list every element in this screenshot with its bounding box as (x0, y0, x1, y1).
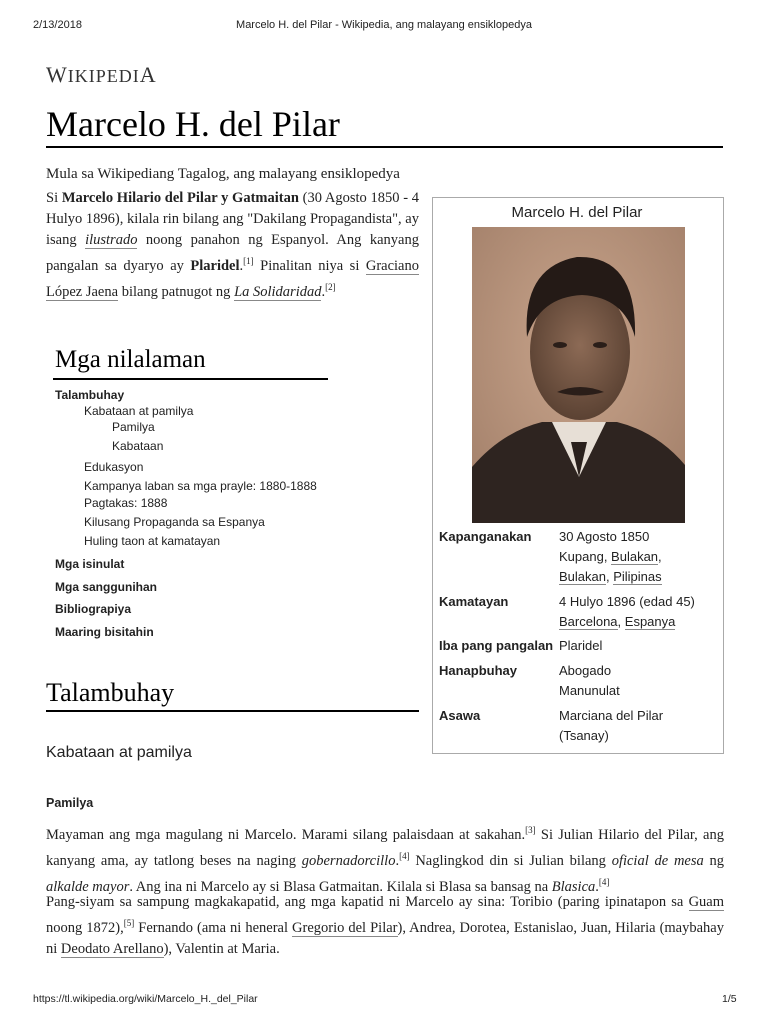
solidaridad-link[interactable]: La Solidaridad (234, 283, 322, 300)
ilustrado-link[interactable]: ilustrado (85, 232, 138, 248)
toc-item[interactable]: Kilusang Propaganda sa Espanya (84, 515, 265, 529)
toc-item[interactable]: Kabataan at pamilya (84, 404, 194, 418)
subsubsection-title: Pamilya (46, 796, 94, 810)
print-page-title: Marcelo H. del Pilar - Wikipedia, ang malayang ensiklopedya (236, 19, 532, 31)
ref-4[interactable]: [4] (399, 850, 410, 861)
espanya-link[interactable]: Espanya (624, 614, 676, 629)
toc-item[interactable]: Pagtakas: 1888 (84, 496, 168, 510)
intro-paragraph: Si Marcelo Hilario del Pilar y Gatmaitan (30 Agosto 1850 - 4 Hulyo 1896), kilala rin bilang ang "Dakilang Propagandista", ay isang ilustrado noong panahon ng Espanyol. Ang kanyang pangalan sa dyaryo ay Plaridel.[1] Pinalitan niya si Graciano López Jaena bilang patnugot ng La Solidaridad.[2] (46, 190, 419, 300)
paragraph-siblings: Pang-siyam sa sampung magkakapatid, ang mga kapatid ni Marcelo ay sina: Toribio (paring ipinatapon sa Guam noong 1872),[5] Fernando (ama ni heneral Gregorio del Pilar), Andrea, Dorotea, Estanislao, Juan, Hilaria (maybahay ni Deodato Arellano), Valentin at Maria. (46, 894, 724, 957)
section-title: Talambuhay (46, 678, 175, 707)
toc-item[interactable]: Kampanya laban sa mga prayle: 1880-1888 (84, 479, 317, 493)
toc-title: Mga nilalaman (55, 346, 206, 373)
infobox-value-other-names: Plaridel (559, 638, 603, 653)
subsection-title: Kabataan at pamilya (46, 744, 192, 761)
pilipinas-link[interactable]: Pilipinas (613, 569, 662, 584)
toc-item[interactable]: Mga isinulat (55, 557, 125, 571)
paragraph-family: Mayaman ang mga magulang ni Marcelo. Marami silang palaisdaan at sakahan.[3] Si Julian Hilario del Pilar, ang kanyang ama, ay tatlong beses na naging gobernadorcillo.[4] Naglingkod din si Julian bilang oficial de mesa ng alkalde mayor. Ang ina ni Marcelo ay si Blasa Gatmaitan. Kilala si Blasa sa bansag na Blasica.[4] (46, 825, 725, 895)
graciano-link[interactable]: Graciano López Jaena (46, 257, 419, 300)
toc-item[interactable]: Huling taon at kamatayan (84, 534, 221, 548)
toc-item[interactable]: Pamilya (112, 420, 155, 434)
infobox-value-death: 4 Hulyo 1896 (edad 45) Barcelona, Espanya (559, 594, 695, 629)
bulakan-province-link[interactable]: Bulakan (559, 569, 606, 584)
wikipedia-logo[interactable]: WIKIPEDIA (46, 62, 157, 87)
subject-name: Marcelo Hilario del Pilar y Gatmaitan (61, 190, 299, 206)
toc-item[interactable]: Kabataan (112, 439, 164, 453)
ref-4b[interactable]: [4] (598, 876, 610, 887)
infobox-value-spouse: Marciana del Pilar (Tsanay) (559, 708, 664, 743)
ref-2[interactable]: [2] (325, 281, 336, 292)
gregorio-link[interactable]: Gregorio del Pilar (292, 919, 398, 936)
ref-1[interactable]: [1] (243, 256, 254, 266)
infobox-label-other-names: Iba pang pangalan (439, 638, 554, 653)
infobox-value-occupation: Abogado Manunulat (559, 663, 620, 698)
guam-link[interactable]: Guam (688, 894, 724, 910)
toc-item[interactable]: Talambuhay (55, 388, 125, 402)
print-date: 2/13/2018 (33, 19, 82, 31)
deodato-link[interactable]: Deodato Arellano (60, 940, 164, 957)
bulakan-town-link[interactable]: Bulakan (611, 549, 659, 564)
section-divider (46, 710, 419, 712)
barcelona-link[interactable]: Barcelona (559, 614, 618, 629)
print-footer-url: https://tl.wikipedia.org/wiki/Marcelo_H._del_Pilar (33, 993, 258, 1005)
title-divider (46, 146, 723, 148)
ref-5[interactable]: [5] (123, 918, 135, 928)
toc-item[interactable]: Bibliograpiya (55, 602, 132, 616)
infobox-title: Marcelo H. del Pilar (511, 204, 643, 221)
infobox-label-death: Kamatayan (439, 594, 509, 609)
infobox-label-spouse: Asawa (439, 708, 481, 723)
print-page-number: 1/5 (722, 993, 737, 1005)
toc-item[interactable]: Mga sanggunihan (55, 580, 157, 594)
ref-3[interactable]: [3] (525, 825, 536, 835)
toc-item[interactable]: Maaring bisitahin (55, 625, 154, 639)
infobox-label-occupation: Hanapbuhay (439, 663, 518, 678)
infobox-label-birth: Kapanganakan (439, 529, 532, 544)
toc-divider (53, 378, 328, 380)
toc-item[interactable]: Edukasyon (84, 460, 144, 474)
portrait-photo (472, 227, 685, 523)
tagline: Mula sa Wikipediang Tagalog, ang malayang ensiklopedya (46, 166, 400, 182)
page-title: Marcelo H. del Pilar (46, 104, 340, 144)
plaridel-text: Plaridel (190, 257, 240, 274)
infobox-value-birth: 30 Agosto 1850 Kupang, Bulakan, Bulakan, Pilipinas (559, 529, 662, 584)
